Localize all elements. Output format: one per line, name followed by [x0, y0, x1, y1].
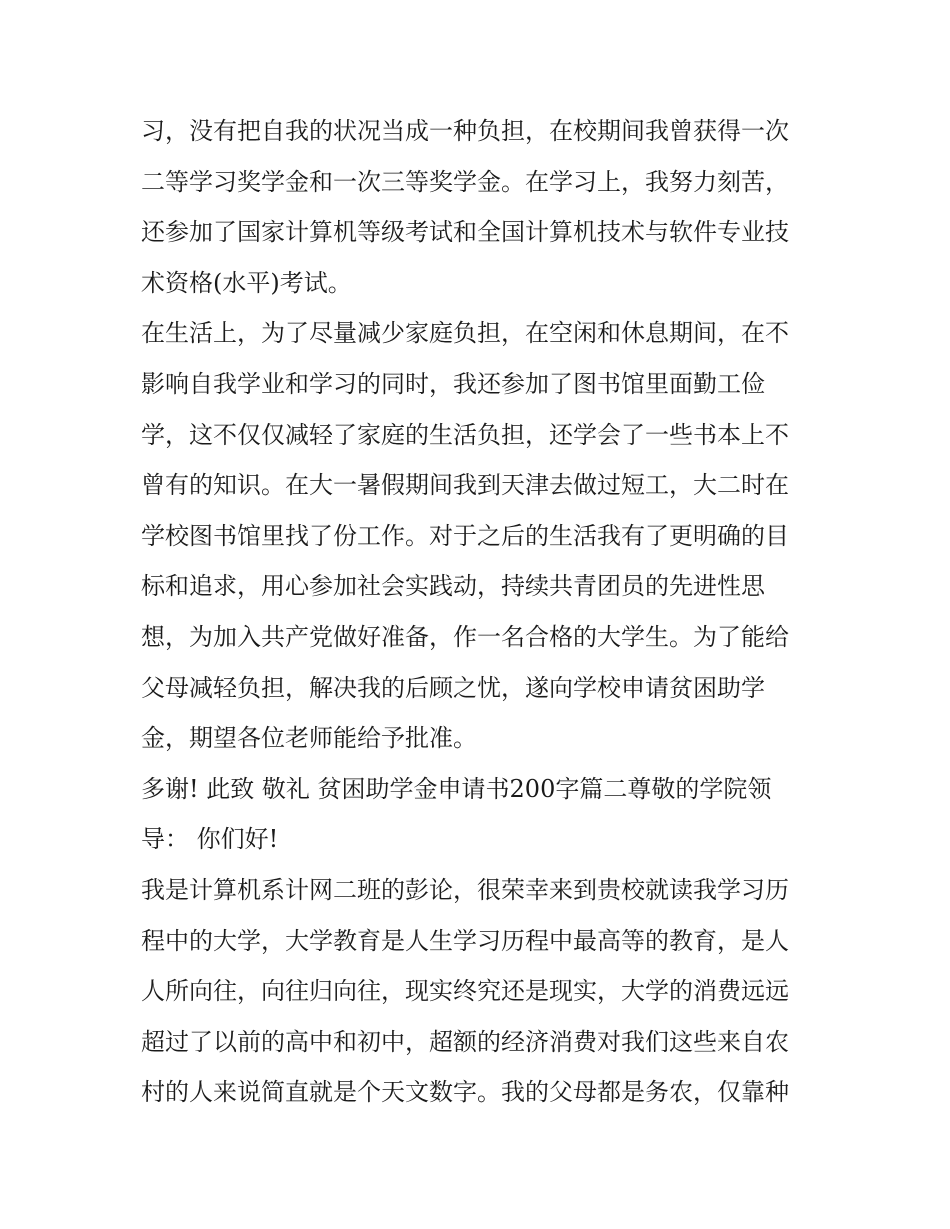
- text-line: 术资格(水平)考试。: [141, 268, 352, 297]
- text-line: 二等学习奖学金和一次三等奖学金。在学习上，我努力刻苦，: [141, 167, 789, 196]
- text-line: 标和追求，用心参加社会实践动，持续共青团员的先进性思: [141, 572, 765, 601]
- text-line: 想，为加入共产党做好准备，作一名合格的大学生。为了能给: [141, 622, 789, 651]
- text-line: 金，期望各位老师能给予批准。: [141, 724, 477, 753]
- text-line: 人所向往，向往归向往，现实终究还是现实，大学的消费远远: [141, 977, 789, 1006]
- text-line: 程中的大学，大学教育是人生学习历程中最高等的教育，是人: [141, 926, 789, 955]
- text-line: 导： 你们好!: [141, 825, 279, 854]
- text-line: 还参加了国家计算机等级考试和全国计算机技术与软件专业技: [141, 218, 789, 247]
- document-body: [141, 106, 821, 1118]
- text-line: 学校图书馆里找了份工作。对于之后的生活我有了更明确的目: [141, 521, 789, 550]
- text-line: 曾有的知识。在大一暑假期间我到天津去做过短工，大二时在: [141, 471, 789, 500]
- text-line: 我是计算机系计网二班的彭论，很荣幸来到贵校就读我学习历: [141, 875, 789, 904]
- text-line: 学，这不仅仅减轻了家庭的生活负担，还学会了一些书本上不: [141, 420, 789, 449]
- text-line: 父母减轻负担，解决我的后顾之忧，遂向学校申请贫困助学: [141, 673, 765, 702]
- text-line: 习，没有把自我的状况当成一种负担，在校期间我曾获得一次: [141, 117, 789, 145]
- text-line: 超过了以前的高中和初中，超额的经济消费对我们这些来自农: [141, 1027, 789, 1056]
- text-line: 影响自我学业和学习的同时，我还参加了图书馆里面勤工俭: [141, 369, 765, 398]
- text-line: 在生活上，为了尽量减少家庭负担，在空闲和休息期间，在不: [141, 319, 789, 348]
- text-line: 村的人来说简直就是个天文数字。我的父母都是务农，仅靠种: [141, 1078, 789, 1107]
- text-line: 多谢! 此致 敬礼 贫困助学金申请书200字篇二尊敬的学院领: [141, 774, 772, 803]
